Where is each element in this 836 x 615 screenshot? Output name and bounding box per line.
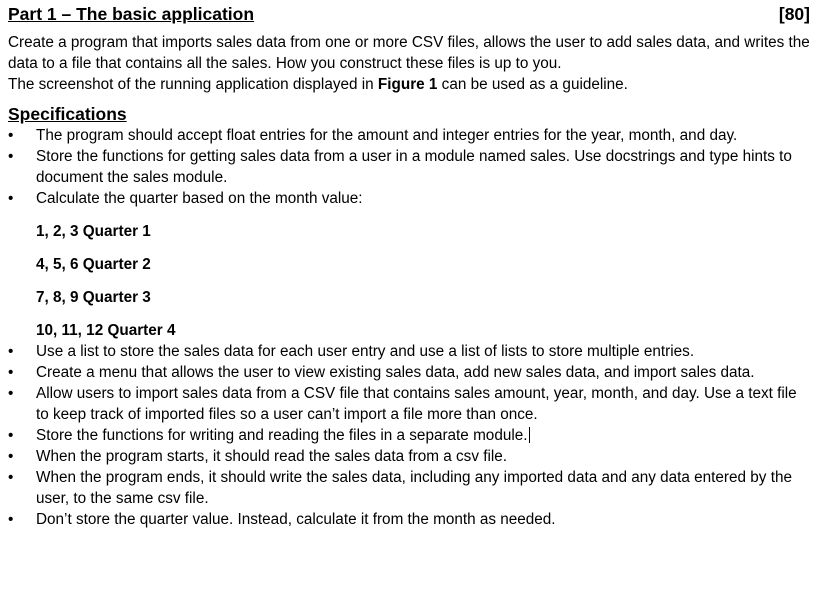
guideline-paragraph xyxy=(8,74,810,95)
quarter-item-2: 4, 5, 6 Quarter 2 xyxy=(36,256,151,273)
marks-label: [80] xyxy=(778,4,810,24)
specification-list-b xyxy=(8,341,810,530)
guideline-text-after: can be used as a guideline. xyxy=(437,76,628,93)
spec-bullet-list-of-lists: • Use a list to store the sales data for each user entry and use a list of lists to store multiple entries. xyxy=(8,341,810,362)
quarter-item-4: 10, 11, 12 Quarter 4 xyxy=(36,322,176,339)
spec-bullet-import-csv: • Allow users to import sales data from a CSV file that contains sales amount, year, month, and day. Use a text file to keep track of imported files so a user can’t import a file more than once. xyxy=(8,383,810,425)
intro-paragraph: Create a program that imports sales data from one or more CSV files, allows the user to add sales data, and writes the data to a file that contains all the sales. How you construct these files is up to you. xyxy=(8,34,810,72)
specifications-heading: Specifications xyxy=(8,104,127,124)
spec-bullet-program-start: • When the program starts, it should read the sales data from a csv file. xyxy=(8,446,810,467)
guideline-text-before: The screenshot of the running application displayed in xyxy=(8,76,378,93)
spec-bullet-file-module xyxy=(8,425,810,446)
quarter-item-1: 1, 2, 3 Quarter 1 xyxy=(36,223,151,240)
spec-bullet-menu: • Create a menu that allows the user to view existing sales data, add new sales data, and import sales data. xyxy=(8,362,810,383)
spec-bullet-float-entries: • The program should accept float entries for the amount and integer entries for the year, month, and day. xyxy=(8,125,810,146)
section-header xyxy=(8,0,810,32)
spec-bullet-sales-module: • Store the functions for getting sales data from a user in a module named sales. Use docstrings and type hints to document the sales module. xyxy=(8,146,810,188)
spec-bullet-quarter-calc: • Calculate the quarter based on the month value: xyxy=(8,188,810,209)
document-page xyxy=(8,0,810,530)
text-cursor xyxy=(529,427,530,443)
spec-bullet-program-end: • When the program ends, it should write the sales data, including any imported data and any data entered by the user, to the same csv file. xyxy=(8,467,810,509)
figure-reference: Figure 1 xyxy=(377,76,438,93)
part-title: Part 1 – The basic application xyxy=(8,4,255,24)
specification-list-a xyxy=(8,125,810,209)
spec-bullet-quarter-storage: • Don’t store the quarter value. Instead, calculate it from the month as needed. xyxy=(8,509,810,530)
quarter-list xyxy=(8,221,810,341)
quarter-item-3: 7, 8, 9 Quarter 3 xyxy=(36,289,151,306)
spec-bullet-file-module-text: Store the functions for writing and reading the files in a separate module. xyxy=(36,427,528,444)
